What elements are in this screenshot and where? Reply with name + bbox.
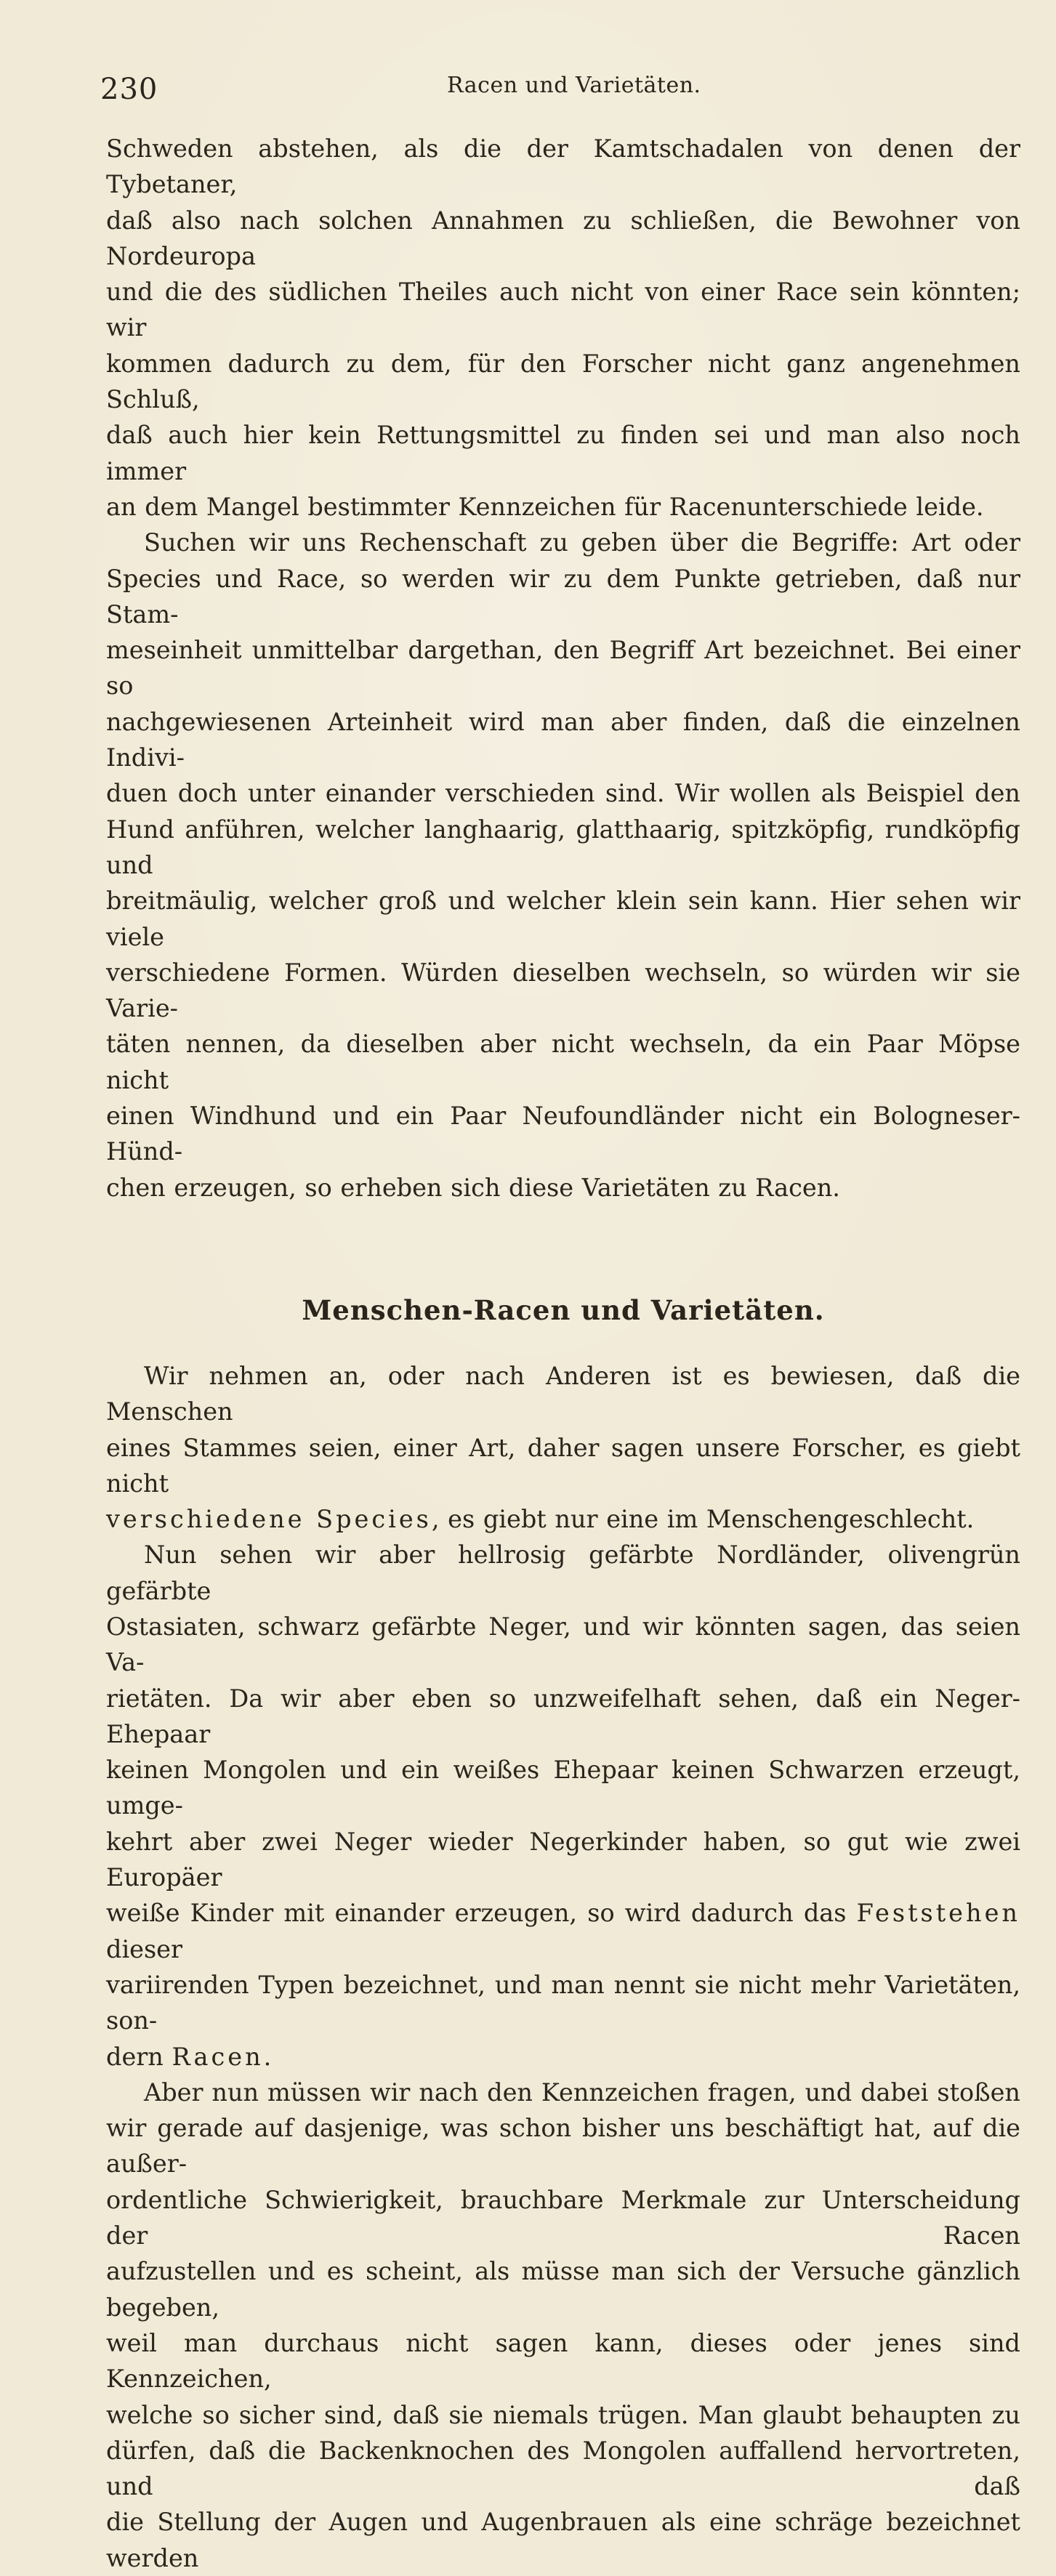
text-line: Species und Race, so werden wir zu dem Punkte getrieben, daß nur Stam-: [106, 564, 1020, 629]
text-line: Suchen wir uns Rechenschaft zu geben über die Begriffe: Art oder: [144, 528, 1020, 557]
text-line: duen doch unter einander verschieden sind. Wir wollen als Beispiel den: [106, 779, 1020, 808]
emphasized-text: Racen: [172, 2042, 264, 2071]
text-line: Aber nun müssen wir nach den Kennzeichen fragen, und dabei stoßen: [144, 2078, 1020, 2107]
text-line: keinen Mongolen und ein weißes Ehepaar keinen Schwarzen erzeugt, umge-: [106, 1756, 1020, 1820]
text-line: daß auch hier kein Rettungsmittel zu finden sei und man also noch immer: [106, 421, 1020, 485]
text-line: eines Stammes seien, einer Art, daher sagen unsere Forscher, es giebt nicht: [106, 1433, 1020, 1498]
text-line: [106, 2039, 1020, 2075]
text-line: chen erzeugen, so erheben sich diese Varietäten zu Racen.: [106, 1173, 840, 1202]
paragraph: [106, 2075, 1020, 2576]
text-line: täten nennen, da dieselben aber nicht wechseln, da ein Paar Möpse nicht: [106, 1030, 1020, 1094]
text-line: einen Windhund und ein Paar Neufoundländer nicht ein Bologneser-Hünd-: [106, 1102, 1020, 1166]
emphasized-text: verschiedene Species: [106, 1505, 432, 1534]
paragraph: [106, 1358, 1020, 1537]
line-text: dieser: [106, 1934, 183, 1963]
page-number: 230: [100, 73, 158, 106]
section-heading: Menschen-Racen und Varietäten.: [302, 1293, 825, 1326]
text-line: meseinheit unmittelbar dargethan, den Begriff Art bezeichnet. Bei einer so: [106, 636, 1020, 700]
text-line: Hund anführen, welcher langhaarig, glatthaarig, spitzköpfig, rundköpfig und: [106, 815, 1020, 879]
emphasized-text: Feststehen: [856, 1899, 1020, 1928]
line-text: .: [263, 2042, 272, 2071]
text-line: Nun sehen wir aber hellrosig gefärbte Nordländer, olivengrün gefärbte: [106, 1541, 1020, 1605]
page-body: [106, 131, 1020, 2576]
paragraph: [106, 131, 1020, 525]
text-line: die Stellung der Augen und Augenbrauen als eine schräge bezeichnet werden: [106, 2508, 1020, 2572]
text-line: breitmäulig, welcher groß und welcher klein sein kann. Hier sehen wir viele: [106, 887, 1020, 951]
text-line: dürfen, daß die Backenknochen des Mongolen auffallend hervortreten, und daß: [106, 2436, 1020, 2501]
text-line: rietäten. Da wir aber eben so unzweifelhaft sehen, daß ein Neger-Ehepaar: [106, 1684, 1020, 1748]
line-text: , es giebt nur eine im Menschengeschlecht.: [431, 1505, 975, 1534]
text-line: nachgewiesenen Arteinheit wird man aber finden, daß die einzelnen Indivi-: [106, 707, 1020, 772]
text-line: wir gerade auf dasjenige, was schon bisher uns beschäftigt hat, auf die außer-: [106, 2114, 1020, 2179]
line-text: weiße Kinder mit einander erzeugen, so wird dadurch das: [106, 1899, 857, 1928]
text-line: [106, 1501, 1020, 1537]
paragraph: [106, 1537, 1020, 2074]
running-head: Racen und Varietäten.: [447, 73, 701, 98]
text-line: ordentliche Schwierigkeit, brauchbare Merkmale zur Unterscheidung der Racen: [106, 2185, 1020, 2250]
text-line: Wir nehmen an, oder nach Anderen ist es bewiesen, daß die Menschen: [106, 1361, 1020, 1426]
text-line: Schweden abstehen, als die der Kamtschadalen von denen der Tybetaner,: [106, 134, 1020, 199]
text-line: weil man durchaus nicht sagen kann, dieses oder jenes sind Kennzeichen,: [106, 2328, 1020, 2394]
text-line: welche so sicher sind, daß sie niemals trügen. Man glaubt behaupten zu: [106, 2400, 1020, 2429]
text-line: [106, 1895, 1020, 1967]
line-text: dern: [106, 2042, 172, 2071]
paragraph: [106, 525, 1020, 1206]
text-line: variirenden Typen bezeichnet, und man nennt sie nicht mehr Varietäten, son-: [106, 1970, 1020, 2035]
text-line: aufzustellen und es scheint, als müsse man sich der Versuche gänzlich begeben,: [106, 2257, 1020, 2322]
text-line: daß also nach solchen Annahmen zu schließen, die Bewohner von Nordeuropa: [106, 206, 1020, 270]
text-line: verschiedene Formen. Würden dieselben wechseln, so würden wir sie Varie-: [106, 958, 1020, 1023]
text-line: an dem Mangel bestimmter Kennzeichen für Racenunterschiede leide.: [106, 492, 984, 521]
text-line: Ostasiaten, schwarz gefärbte Neger, und wir könnten sagen, das seien Va-: [106, 1612, 1020, 1677]
text-line: kommen dadurch zu dem, für den Forscher nicht ganz angenehmen Schluß,: [106, 349, 1020, 414]
text-line: und die des südlichen Theiles auch nicht von einer Race sein könnten; wir: [106, 278, 1020, 342]
text-line: kehrt aber zwei Neger wieder Negerkinder haben, so gut wie zwei Europäer: [106, 1827, 1020, 1892]
